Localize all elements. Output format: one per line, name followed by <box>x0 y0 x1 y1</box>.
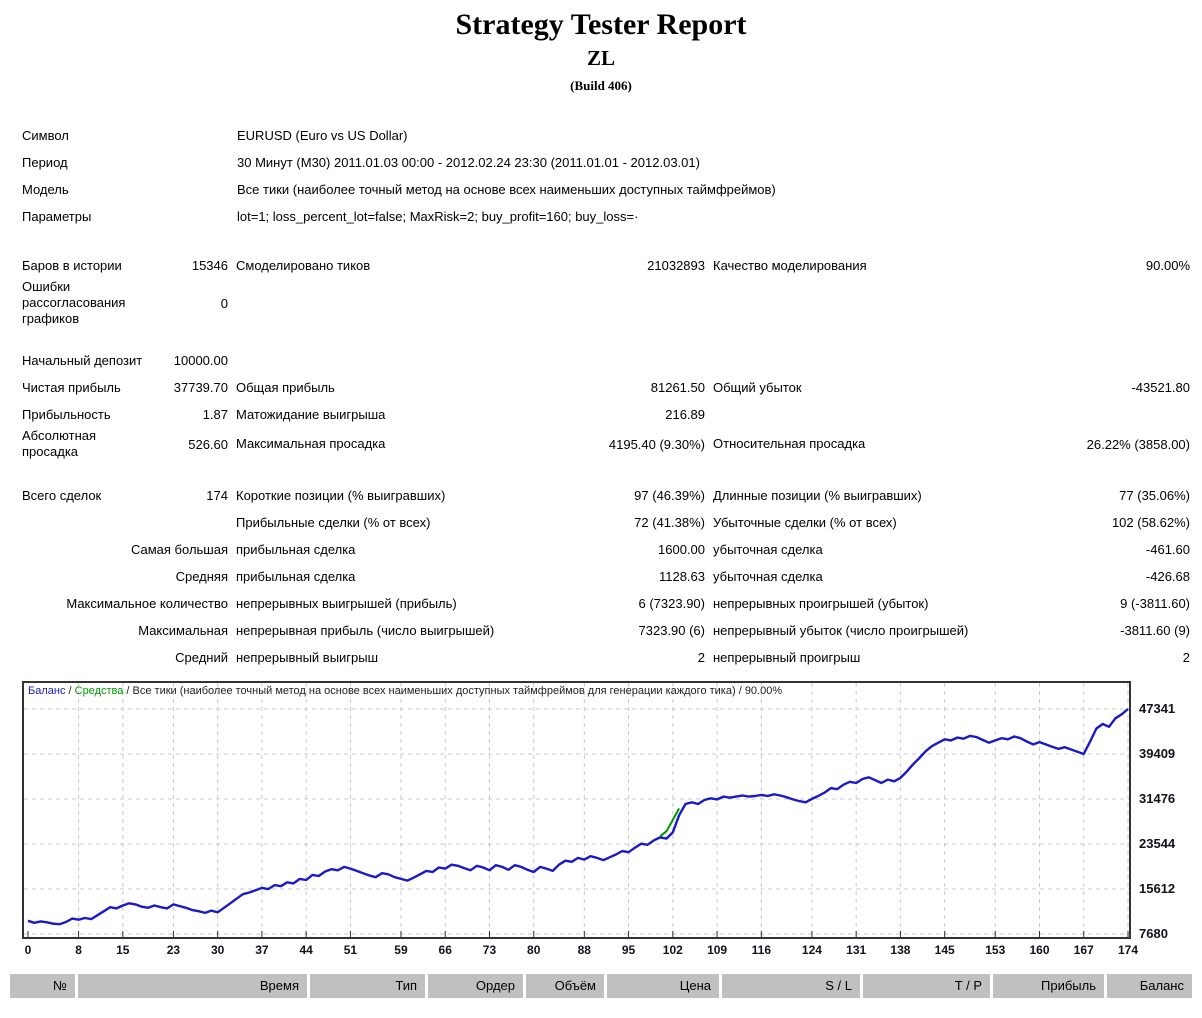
stat-label: Убыточные сделки (% от всех) <box>713 514 897 530</box>
stat-value: -426.68 <box>1145 569 1190 584</box>
stat-label: Смоделировано тиков <box>236 257 371 273</box>
stat-value: 526.60 <box>188 436 228 452</box>
stat-value: 102 (58.62%) <box>1111 515 1190 530</box>
legend-equity: Средства <box>74 685 124 697</box>
stat-label: убыточная сделка <box>713 541 823 557</box>
report-header <box>0 8 1202 94</box>
stat-value: 2 <box>697 650 705 665</box>
stats-row <box>22 401 1202 428</box>
legend-balance: Баланс <box>28 685 66 697</box>
stat-label: Чистая прибыль <box>22 379 121 395</box>
stat-value: 4195.40 (9.30%) <box>608 436 705 452</box>
balance-chart: Баланс / Средства / Все тики (наиболее точный метод на основе всех наименьших доступных таймфреймов для генерации каждого тика) / 90.00% 47341 39409 31476 23544 15612 7680 0 8 15 23 30 37 44 51 59 66 73 80 88 95 102 109 116 124 131 138 145 153 160 167 174 <box>0 681 1202 965</box>
stat-value: 15346 <box>191 258 228 273</box>
param-row-symbol <box>22 122 1202 149</box>
stat-value: 7323.90 (6) <box>638 623 705 638</box>
stat-label: Относительная просадка <box>713 436 866 451</box>
stat-label: Максимальная <box>138 622 228 638</box>
stat-label: Короткие позиции (% выигравших) <box>236 487 446 503</box>
table-header-cell: Ордер <box>428 974 523 998</box>
param-value: lot=1; loss_percent_lot=false; MaxRisk=2; buy_profit=160; buy_loss=· <box>237 209 639 224</box>
stat-label: прибыльная сделка <box>236 541 356 557</box>
stat-value: 1.87 <box>202 407 228 422</box>
stat-value: 1600.00 <box>658 542 705 557</box>
stats-row <box>22 374 1202 401</box>
stats-row <box>22 279 1202 327</box>
table-header-cell: Время <box>78 974 307 998</box>
stat-label: убыточная сделка <box>713 568 823 584</box>
table-header-cell: Баланс <box>1107 974 1192 998</box>
stats-row <box>22 347 1202 374</box>
table-header-cell: Объём <box>526 974 604 998</box>
param-row-period <box>22 149 1202 176</box>
param-row-model <box>22 176 1202 203</box>
stat-value: 26.22% (3858.00) <box>1086 436 1190 452</box>
stat-label: Абсолютная просадка <box>22 428 97 459</box>
stat-value: 6 (7323.90) <box>638 596 705 611</box>
table-header-cell: T / P <box>863 974 990 998</box>
stats-row <box>22 252 1202 279</box>
stats-profit <box>22 347 1202 460</box>
stat-value: 216.89 <box>665 407 705 422</box>
stat-label: Максимальное количество <box>66 595 228 611</box>
stat-label: непрерывных проигрышей (убыток) <box>713 595 929 611</box>
stat-label: Общий убыток <box>713 379 802 395</box>
stats-row <box>22 644 1202 671</box>
stat-label: Всего сделок <box>22 487 102 503</box>
trades-table-header <box>10 974 1202 998</box>
stat-value: 37739.70 <box>173 380 228 395</box>
stat-value: 10000.00 <box>173 353 228 368</box>
table-header-cell: Прибыль <box>993 974 1104 998</box>
stat-value: 21032893 <box>647 258 705 273</box>
table-header-cell: Тип <box>310 974 425 998</box>
stat-value: 9 (-3811.60) <box>1120 596 1190 611</box>
stat-label: непрерывных выигрышей (прибыль) <box>236 595 457 611</box>
param-label: Символ <box>22 127 69 143</box>
stats-row <box>22 509 1202 536</box>
param-value: 30 Минут (M30) 2011.01.03 00:00 - 2012.02.24 23:30 (2011.01.01 - 2012.03.01) <box>237 155 700 170</box>
stat-value: 72 (41.38%) <box>634 515 705 530</box>
stat-value: 90.00% <box>1145 258 1190 273</box>
param-value: Все тики (наиболее точный метод на основе всех наименьших доступных таймфреймов) <box>237 182 776 197</box>
stat-value: 2 <box>1182 650 1190 665</box>
balance-curve-svg <box>24 683 1129 937</box>
stat-label: Баров в истории <box>22 257 122 273</box>
stat-label: Средний <box>175 649 228 665</box>
stats-row <box>22 482 1202 509</box>
stat-value: -3811.60 (9) <box>1120 623 1190 638</box>
table-header-cell: № <box>10 974 75 998</box>
stat-value: 81261.50 <box>650 380 705 395</box>
strategy-name: ZL <box>586 46 615 70</box>
test-parameters <box>22 122 1202 230</box>
stat-label: Общая прибыль <box>236 379 335 395</box>
stat-label: Начальный депозит <box>22 352 143 368</box>
param-row-inputs <box>22 203 1202 230</box>
legend-model-note: Все тики (наиболее точный метод на основе всех наименьших доступных таймфреймов для генерации каждого тика) <box>132 685 736 697</box>
stat-value: -461.60 <box>1145 542 1190 557</box>
stat-label: непрерывный убыток (число проигрышей) <box>713 622 969 638</box>
stat-label: Средняя <box>175 568 228 584</box>
param-label: Параметры <box>22 208 92 224</box>
stat-value: 174 <box>206 488 228 503</box>
stat-label: Максимальная просадка <box>236 436 386 451</box>
stat-label: непрерывный выигрыш <box>236 649 379 665</box>
stats-trades <box>22 482 1202 671</box>
stats-row <box>22 536 1202 563</box>
table-header-cell: S / L <box>722 974 860 998</box>
stat-label: непрерывный проигрыш <box>713 649 861 665</box>
stat-label: Прибыльность <box>22 406 111 422</box>
stat-value: 0 <box>220 295 228 311</box>
stat-label: Ошибки рассогласования графиков <box>22 279 126 326</box>
stat-label: Матожидание выигрыша <box>236 406 386 422</box>
stat-label: Самая большая <box>130 541 228 557</box>
stat-value: 97 (46.39%) <box>634 488 705 503</box>
stats-row <box>22 590 1202 617</box>
stat-value: 77 (35.06%) <box>1119 488 1190 503</box>
stat-label: Длинные позиции (% выигравших) <box>713 487 922 503</box>
table-header-cell: Цена <box>607 974 719 998</box>
stats-row <box>22 428 1202 460</box>
stat-label: прибыльная сделка <box>236 568 356 584</box>
param-value: EURUSD (Euro vs US Dollar) <box>237 128 408 143</box>
stat-label: Прибыльные сделки (% от всех) <box>236 514 431 530</box>
stats-row <box>22 617 1202 644</box>
chart-legend: Баланс / Средства / Все тики (наиболее точный метод на основе всех наименьших доступных таймфреймов для генерации каждого тика) / 90.00% <box>28 685 783 697</box>
stat-label: непрерывная прибыль (число выигрышей) <box>236 622 495 638</box>
param-label: Период <box>22 154 68 170</box>
stats-modeling <box>22 252 1202 327</box>
stat-label: Качество моделирования <box>713 257 867 273</box>
legend-quality: 90.00% <box>744 685 783 697</box>
stat-value: 1128.63 <box>658 569 705 584</box>
chart-plot-area <box>22 681 1131 939</box>
page-title: Strategy Tester Report <box>455 8 747 41</box>
param-label: Модель <box>22 181 69 197</box>
stats-row <box>22 563 1202 590</box>
build-version: (Build 406) <box>570 78 632 93</box>
stat-value: -43521.80 <box>1131 380 1190 395</box>
